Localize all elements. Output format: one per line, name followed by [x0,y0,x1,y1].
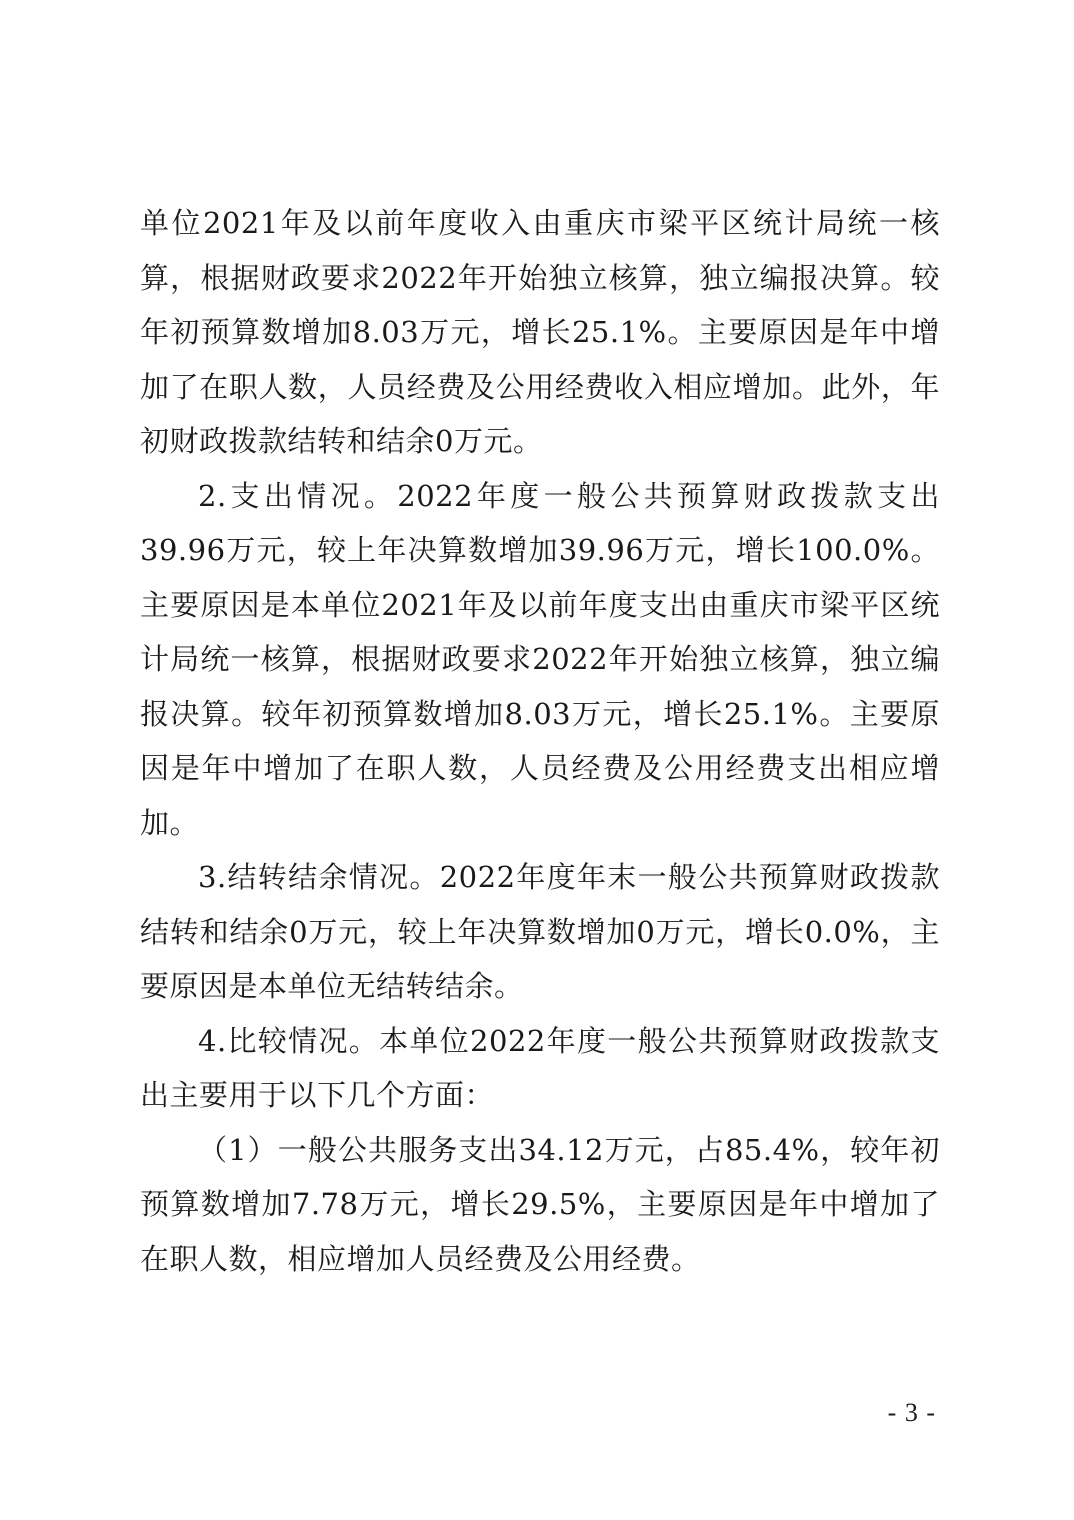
paragraph-carryover: 3.结转结余情况。2022年度年末一般公共预算财政拨款结转和结余0万元，较上年决算数增加0万元，增长0.0%，主要原因是本单位无结转结余。 [140,860,940,1003]
paragraph-expenditure: 2.支出情况。2022年度一般公共预算财政拨款支出39.96万元，较上年决算数增加39.96万元，增长100.0%。主要原因是本单位2021年及以前年度支出由重庆市梁平区统计局统一核算，根据财政要求2022年开始独立核算，独立编报决算。较年初预算数增加8.03万元，增长25.1%。主要原因是年中增加了在职人数，人员经费及公用经费支出相应增加。 [140,478,940,840]
page-number: - 3 - [887,1398,936,1427]
paragraph-comparison: 4.比较情况。本单位2022年度一般公共预算财政拨款支出主要用于以下几个方面： [140,1023,940,1112]
document-body [140,196,940,1286]
paragraph-general-services: （1）一般公共服务支出34.12万元，占85.4%，较年初预算数增加7.78万元，增长29.5%，主要原因是年中增加了在职人数，相应增加人员经费及公用经费。 [140,1132,940,1276]
paragraph-income-continuation: 单位2021年及以前年度收入由重庆市梁平区统计局统一核算，根据财政要求2022年开始独立核算，独立编报决算。较年初预算数增加8.03万元，增长25.1%。主要原因是年中增加了在职人数，人员经费及公用经费收入相应增加。此外，年初财政拨款结转和结余0万元。 [140,206,940,458]
